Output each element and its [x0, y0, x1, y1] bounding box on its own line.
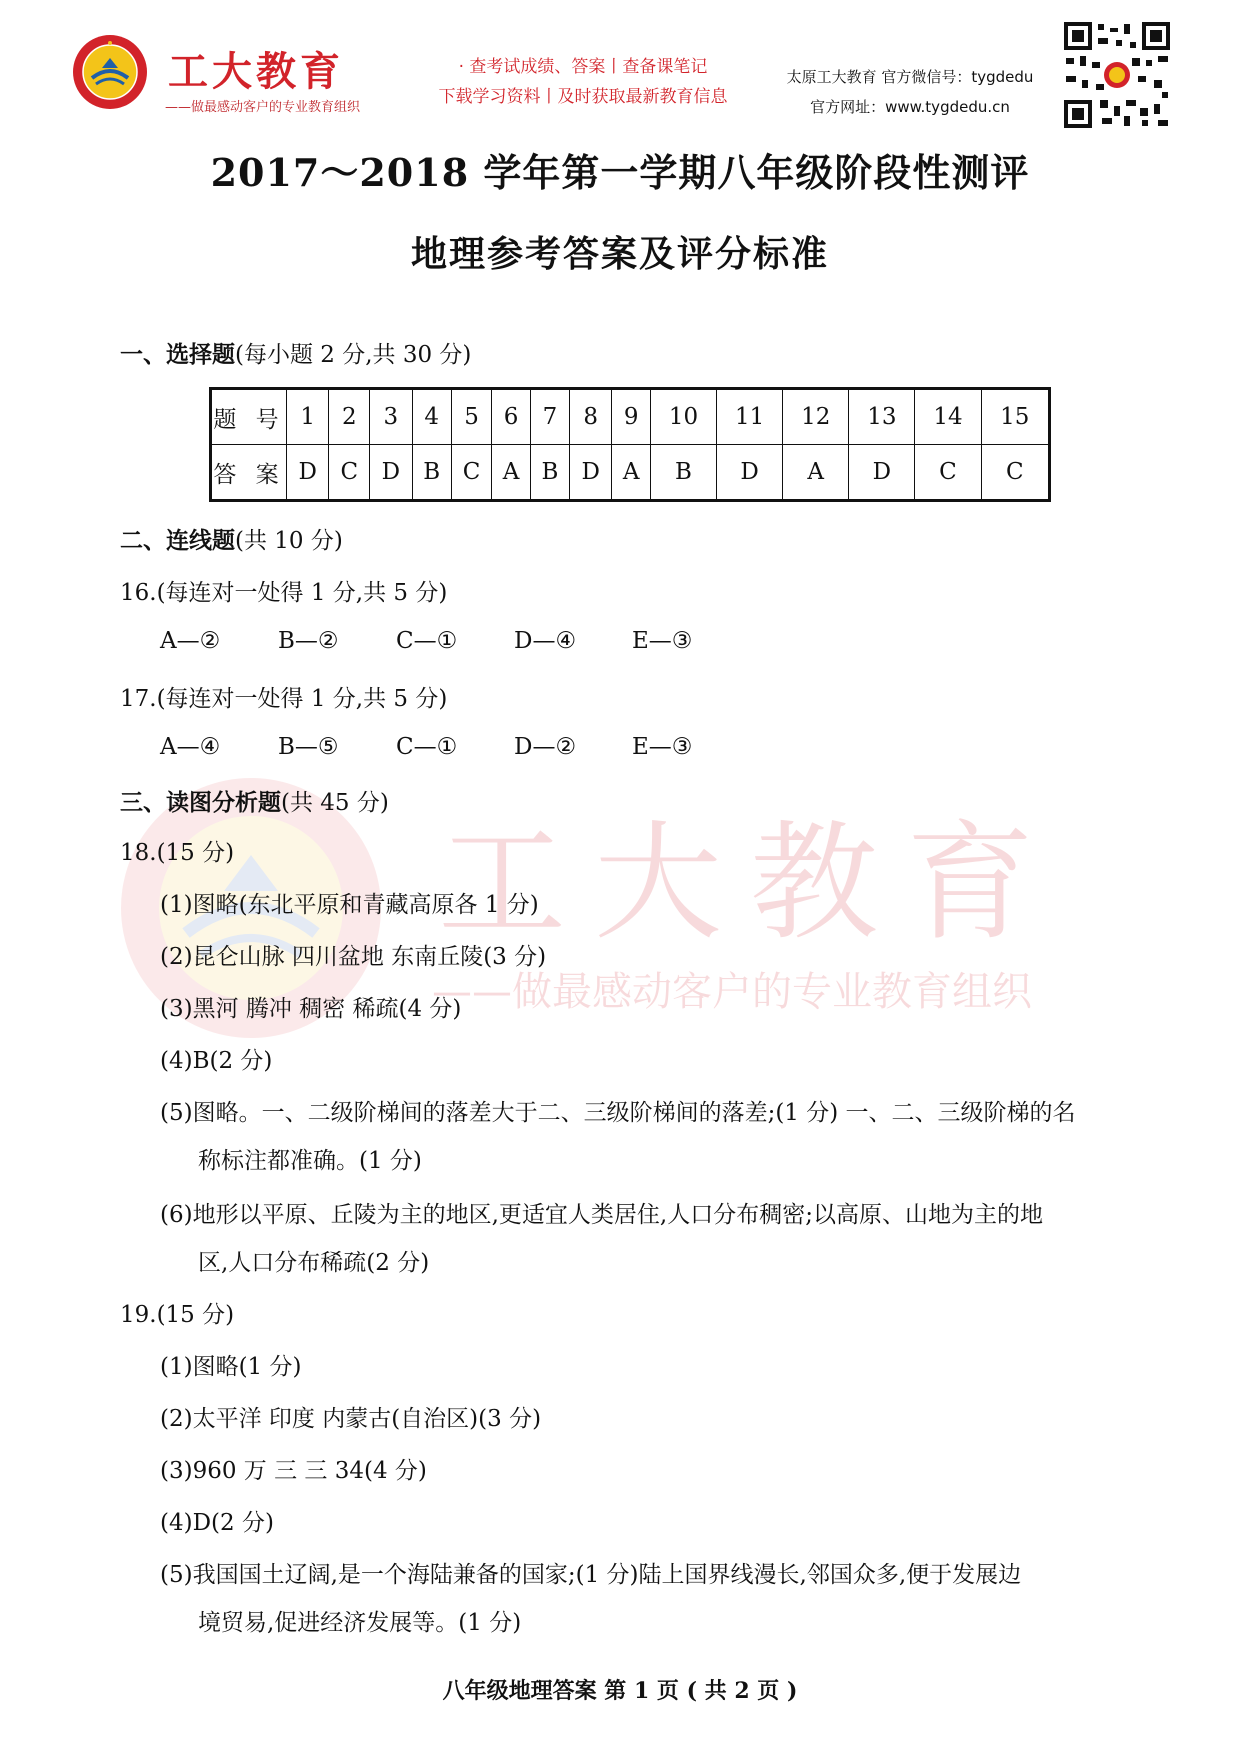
promo-text: [408, 52, 758, 112]
watermark-brand-name: 工大教育: [438, 809, 1063, 958]
answer-item: (5)图略。一、二级阶梯间的落差大于二、三级阶梯间的落差;(1 分) 一、二、三级阶梯的名: [160, 1100, 1076, 1126]
document-title: 2017～2018 学年第一学期八年级阶段性测评: [210, 150, 1030, 195]
table-row-numbers: [211, 389, 1050, 445]
row-label-number: 题 号: [211, 389, 287, 445]
question-number: 14: [915, 389, 981, 445]
question-18-label: 18.(15 分): [120, 840, 235, 866]
contact-website: 官方网址：www.tygdedu.cn: [810, 98, 1010, 116]
section-2-title: 二、连线题: [120, 527, 235, 554]
answer-cell: D: [849, 445, 915, 501]
match-pair: C—①: [396, 734, 458, 760]
match-pair: B—②: [278, 628, 339, 654]
table-row-answers: [211, 445, 1050, 501]
answer-cell: D: [287, 445, 329, 501]
question-number: 11: [717, 389, 783, 445]
answer-cell: A: [612, 445, 650, 501]
qr-code-icon: [1062, 20, 1172, 130]
answer-item: (2)太平洋 印度 内蒙古(自治区)(3 分): [160, 1406, 542, 1432]
watermark-slogan: ——做最感动客户的专业教育组织: [432, 969, 1032, 1015]
section-2-note: (共 10 分): [235, 528, 343, 554]
answer-cell: B: [530, 445, 569, 501]
answer-cell: C: [329, 445, 370, 501]
section-3-heading: [120, 784, 389, 817]
page-footer: 八年级地理答案 第 1 页 ( 共 2 页 ): [442, 1678, 798, 1704]
answer-item: (3)960 万 三 三 34(4 分): [160, 1458, 427, 1484]
match-pair: E—③: [632, 628, 693, 654]
question-number: 6: [492, 389, 530, 445]
answer-item: (4)B(2 分): [160, 1048, 273, 1074]
question-number: 9: [612, 389, 650, 445]
question-number: 7: [530, 389, 569, 445]
answer-item: (4)D(2 分): [160, 1510, 274, 1536]
answer-cell: C: [915, 445, 981, 501]
answer-cell: C: [981, 445, 1049, 501]
question-number: 10: [650, 389, 716, 445]
match-pair: B—⑤: [278, 734, 339, 760]
match-pair: A—②: [160, 628, 221, 654]
section-1-title: 一、选择题: [120, 341, 235, 368]
section-3-note: (共 45 分): [281, 790, 389, 816]
question-number: 5: [451, 389, 492, 445]
answer-cell: A: [492, 445, 530, 501]
answer-cell: B: [650, 445, 716, 501]
contact-info: [760, 62, 1060, 122]
contact-wechat: 太原工大教育 官方微信号：tygdedu: [786, 68, 1034, 86]
answer-item-continued: 境贸易,促进经济发展等。(1 分): [198, 1610, 522, 1636]
answer-cell: D: [569, 445, 611, 501]
answer-cell: D: [717, 445, 783, 501]
section-1-heading: [120, 336, 471, 369]
page-header: [0, 0, 1240, 130]
question-number: 3: [370, 389, 412, 445]
match-pair: D—④: [514, 628, 577, 654]
question-16-label: 16.(每连对一处得 1 分,共 5 分): [120, 580, 448, 606]
answer-item-continued: 称标注都准确。(1 分): [198, 1148, 422, 1174]
match-pair: E—③: [632, 734, 693, 760]
answer-item: (1)图略(1 分): [160, 1354, 302, 1380]
answer-cell: C: [451, 445, 492, 501]
section-3-title: 三、读图分析题: [120, 789, 281, 816]
row-label-answer: 答 案: [211, 445, 287, 501]
school-seal-logo: [72, 34, 148, 110]
question-16-pairs: [160, 628, 750, 654]
question-19-label: 19.(15 分): [120, 1302, 235, 1328]
answer-item: (2)昆仑山脉 四川盆地 东南丘陵(3 分): [160, 944, 547, 970]
match-pair: D—②: [514, 734, 577, 760]
question-number: 13: [849, 389, 915, 445]
section-1-note: (每小题 2 分,共 30 分): [235, 342, 472, 368]
answer-cell: B: [412, 445, 451, 501]
answer-item: (1)图略(东北平原和青藏高原各 1 分): [160, 892, 539, 918]
question-number: 8: [569, 389, 611, 445]
answer-item: (3)黑河 腾冲 稠密 稀疏(4 分): [160, 996, 462, 1022]
answer-item: (6)地形以平原、丘陵为主的地区,更适宜人类居住,人口分布稠密;以高原、山地为主的地: [160, 1202, 1043, 1228]
question-17-pairs: [160, 734, 750, 760]
question-number: 1: [287, 389, 329, 445]
question-number: 2: [329, 389, 370, 445]
section-2-heading: [120, 522, 343, 555]
promo-line-2: 下载学习资料丨及时获取最新教育信息: [438, 87, 728, 107]
promo-line-1: · 查考试成绩、答案丨查备课笔记: [458, 57, 708, 77]
document-subtitle: 地理参考答案及评分标准: [410, 233, 829, 275]
brand-slogan: ——做最感动客户的专业教育组织: [165, 100, 361, 115]
question-number: 4: [412, 389, 451, 445]
match-pair: C—①: [396, 628, 458, 654]
answer-item-continued: 区,人口分布稀疏(2 分): [198, 1250, 430, 1276]
answer-cell: A: [783, 445, 849, 501]
match-pair: A—④: [160, 734, 221, 760]
brand-name: 工大教育: [168, 49, 344, 95]
answer-table: [209, 387, 1051, 502]
answer-cell: D: [370, 445, 412, 501]
answer-item: (5)我国国土辽阔,是一个海陆兼备的国家;(1 分)陆上国界线漫长,邻国众多,便于发展边: [160, 1562, 1022, 1588]
question-number: 12: [783, 389, 849, 445]
question-number: 15: [981, 389, 1049, 445]
question-17-label: 17.(每连对一处得 1 分,共 5 分): [120, 686, 448, 712]
